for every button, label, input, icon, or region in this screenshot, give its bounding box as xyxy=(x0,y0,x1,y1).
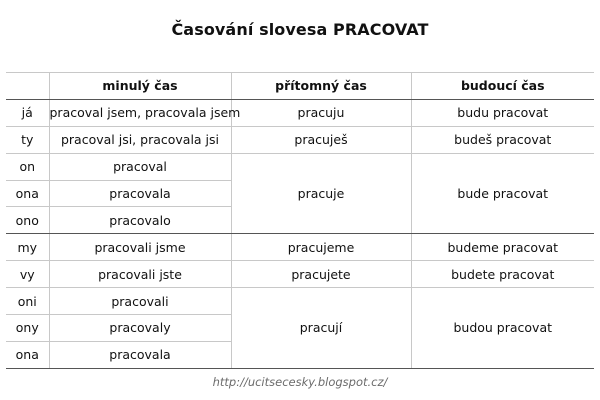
future-cell: bude pracovat xyxy=(411,153,594,234)
table-row xyxy=(6,288,594,315)
pronoun-cell: vy xyxy=(6,261,49,288)
table-row xyxy=(6,153,594,180)
pronoun-cell: ony xyxy=(6,315,49,342)
pronoun-cell: ona xyxy=(6,341,49,368)
table-row xyxy=(6,126,594,153)
table-row xyxy=(6,234,594,261)
past-cell: pracoval jsi, pracovala jsi xyxy=(49,126,231,153)
present-cell: pracuju xyxy=(231,99,411,126)
header-past: minulý čas xyxy=(49,73,231,100)
pronoun-cell: ty xyxy=(6,126,49,153)
present-cell: pracují xyxy=(231,288,411,369)
past-cell: pracoval xyxy=(49,153,231,180)
pronoun-cell: já xyxy=(6,99,49,126)
pronoun-cell: oni xyxy=(6,288,49,315)
future-cell: budu pracovat xyxy=(411,99,594,126)
future-cell: budeme pracovat xyxy=(411,234,594,261)
future-cell: budeš pracovat xyxy=(411,126,594,153)
source-url: http://ucitsecesky.blogspot.cz/ xyxy=(212,375,388,389)
pronoun-cell: on xyxy=(6,153,49,180)
past-cell: pracovaly xyxy=(49,315,231,342)
past-cell: pracovala xyxy=(49,180,231,207)
page-title: Časování slovesa PRACOVAT xyxy=(171,20,429,39)
pronoun-cell: ono xyxy=(6,207,49,234)
pronoun-cell: ona xyxy=(6,180,49,207)
header-row xyxy=(6,73,594,100)
present-cell: pracuješ xyxy=(231,126,411,153)
future-cell: budete pracovat xyxy=(411,261,594,288)
past-cell: pracovala xyxy=(49,341,231,368)
present-cell: pracujeme xyxy=(231,234,411,261)
past-cell: pracoval jsem, pracovala jsem xyxy=(49,99,231,126)
header-pronoun xyxy=(6,73,49,100)
table-row xyxy=(6,99,594,126)
header-present: přítomný čas xyxy=(231,73,411,100)
past-cell: pracovali jsme xyxy=(49,234,231,261)
table-row xyxy=(6,261,594,288)
present-cell: pracujete xyxy=(231,261,411,288)
past-cell: pracovalo xyxy=(49,207,231,234)
conjugation-table xyxy=(6,72,594,369)
present-cell: pracuje xyxy=(231,153,411,234)
pronoun-cell: my xyxy=(6,234,49,261)
header-future: budoucí čas xyxy=(411,73,594,100)
past-cell: pracovali jste xyxy=(49,261,231,288)
past-cell: pracovali xyxy=(49,288,231,315)
future-cell: budou pracovat xyxy=(411,288,594,369)
